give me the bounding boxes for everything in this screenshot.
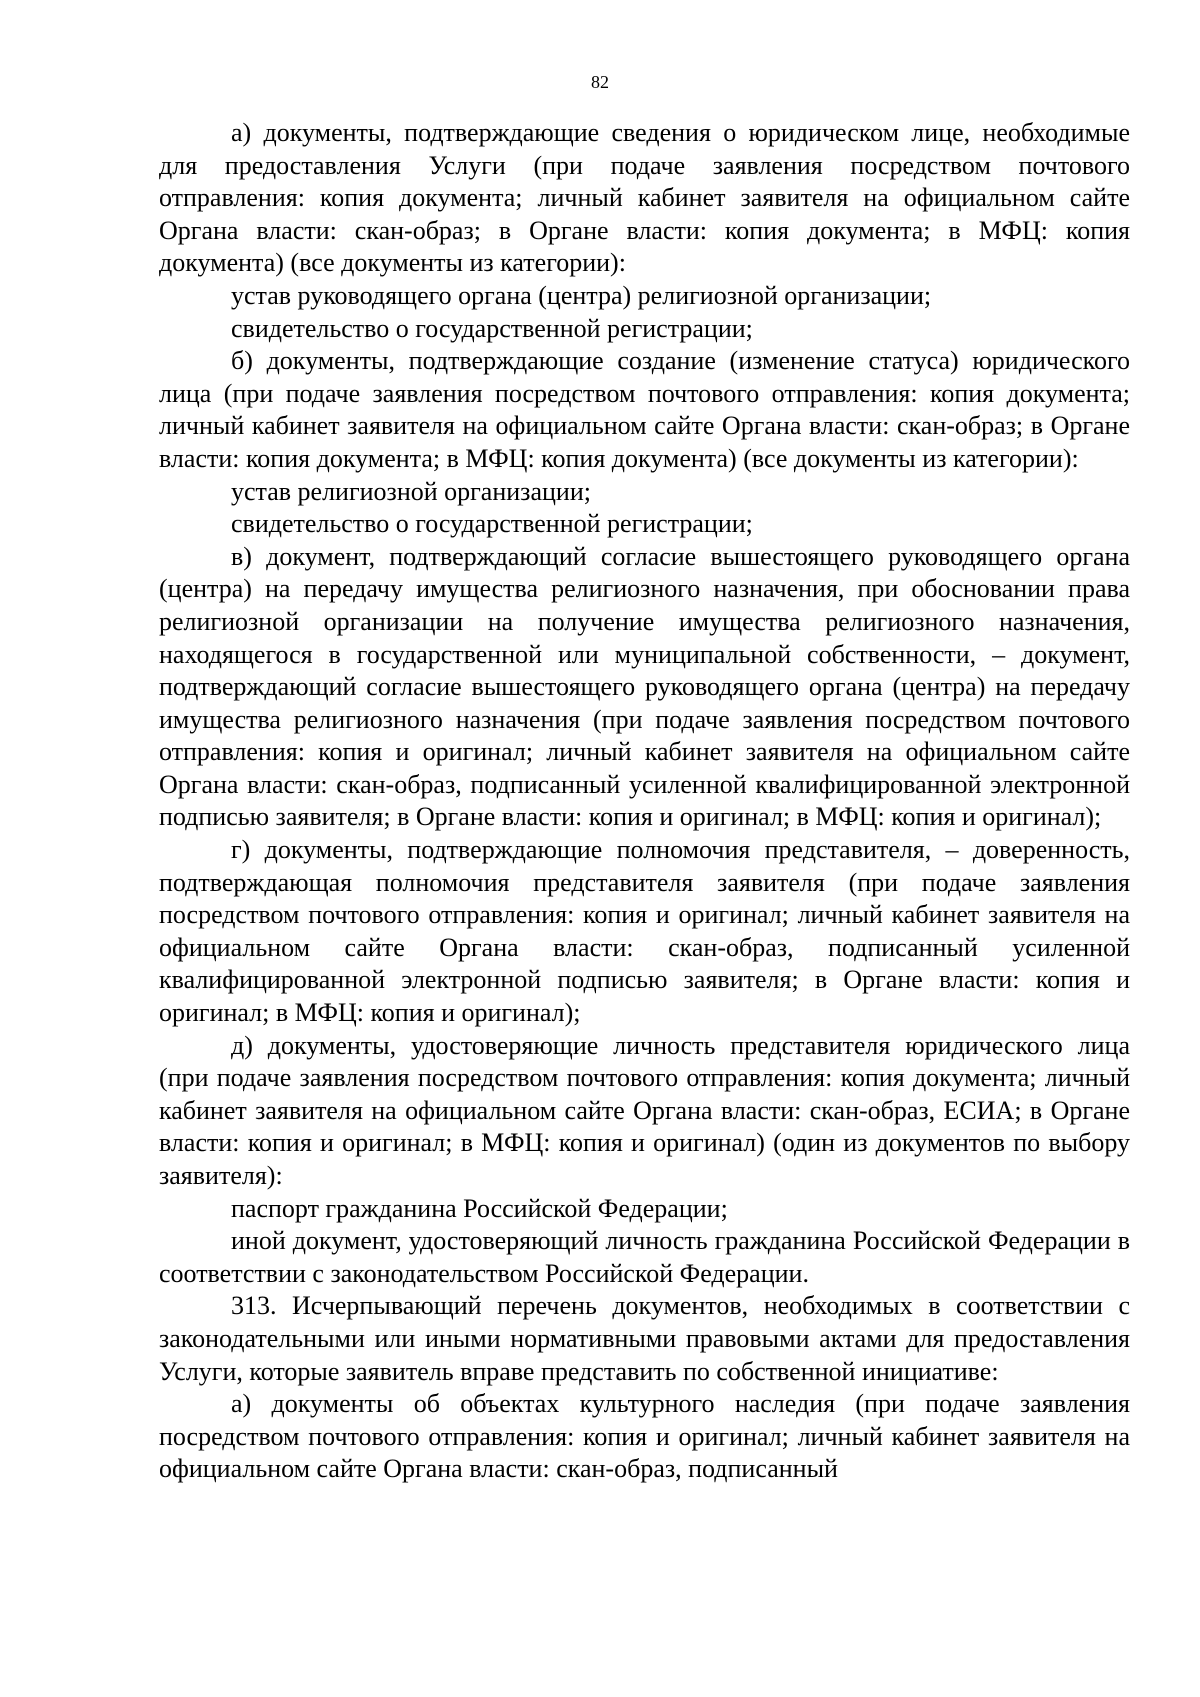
paragraph-g-representative-authority: г) документы, подтверждающие полномочия представителя, – доверенность, подтверждающая полномочия представителя заявителя (при подаче заявления посредством почтового отправления: копия и оригинал; личный кабинет заявителя на официальном сайте Органа власти: скан-образ, подписанный усиленной квалифицированной электронной подписью заявителя; в Органе власти: копия и оригинал; в МФЦ: копия и оригинал); [159,835,1130,1028]
paragraph-v-consent-doc: в) документ, подтверждающий согласие вышестоящего руководящего органа (центра) на передачу имущества религиозного назначения, при обосновании права религиозной организации на получение имущества религиозного назначения, находящегося в государственной или муниципальной собственности, – документ, подтверждающий согласие вышестоящего руководящего органа (центра) на передачу имущества религиозного назначения (при подаче заявления посредством почтового отправления: копия и оригинал; личный кабинет заявителя на официальном сайте Органа власти: скан-образ, подписанный усиленной квалифицированной электронной подписью заявителя; в Органе власти: копия и оригинал; в МФЦ: копия и оригинал); [159,541,1130,832]
paragraph-a-cultural-heritage-docs: а) документы об объектах культурного наследия (при подаче заявления посредством почтового отправления: копия и оригинал; личный кабинет заявителя на официальном сайте Органа власти: скан-образ, подписанный [159,1389,1130,1484]
document-body [159,117,1130,1486]
list-item-religious-charter: устав религиозной организации; [231,476,591,506]
list-item-registration-certificate-2: свидетельство о государственной регистрации; [231,509,753,539]
list-item-registration-certificate: свидетельство о государственной регистрации; [231,313,753,343]
paragraph-d-identity-docs: д) документы, удостоверяющие личность представителя юридического лица (при подаче заявления посредством почтового отправления: копия документа; личный кабинет заявителя на официальном сайте Органа власти: скан-образ, ЕСИА; в Органе власти: копия и оригинал; в МФЦ: копия и оригинал) (один из документов по выбору заявителя): [159,1030,1130,1190]
section-313-heading-paragraph: 313. Исчерпывающий перечень документов, необходимых в соответствии с законодательными или иными нормативными правовыми актами для предоставления Услуги, которые заявитель вправе представить по собственной инициативе: [159,1291,1130,1386]
page-number: 82 [591,72,609,92]
paragraph-a-legal-entity-docs: а) документы, подтверждающие сведения о юридическом лице, необходимые для предоставления Услуги (при подаче заявления посредством почтового отправления: копия документа; личный кабинет заявителя на официальном сайте Органа власти: скан-образ; в Органе власти: копия документа; в МФЦ: копия документа) (все документы из категории): [159,118,1130,278]
paragraph-b-creation-docs: б) документы, подтверждающие создание (изменение статуса) юридического лица (при подаче заявления посредством почтового отправления: копия документа; личный кабинет заявителя на официальном сайте Органа власти: скан-образ; в Органе власти: копия документа; в МФЦ: копия документа) (все документы из категории): [159,346,1130,473]
list-item-charter-governing-body: устав руководящего органа (центра) религиозной организации; [231,280,932,310]
list-item-other-identity-doc: иной документ, удостоверяющий личность гражданина Российской Федерации в соответствии с законодательством Российской Федерации. [159,1226,1130,1288]
list-item-passport: паспорт гражданина Российской Федерации; [231,1193,728,1223]
